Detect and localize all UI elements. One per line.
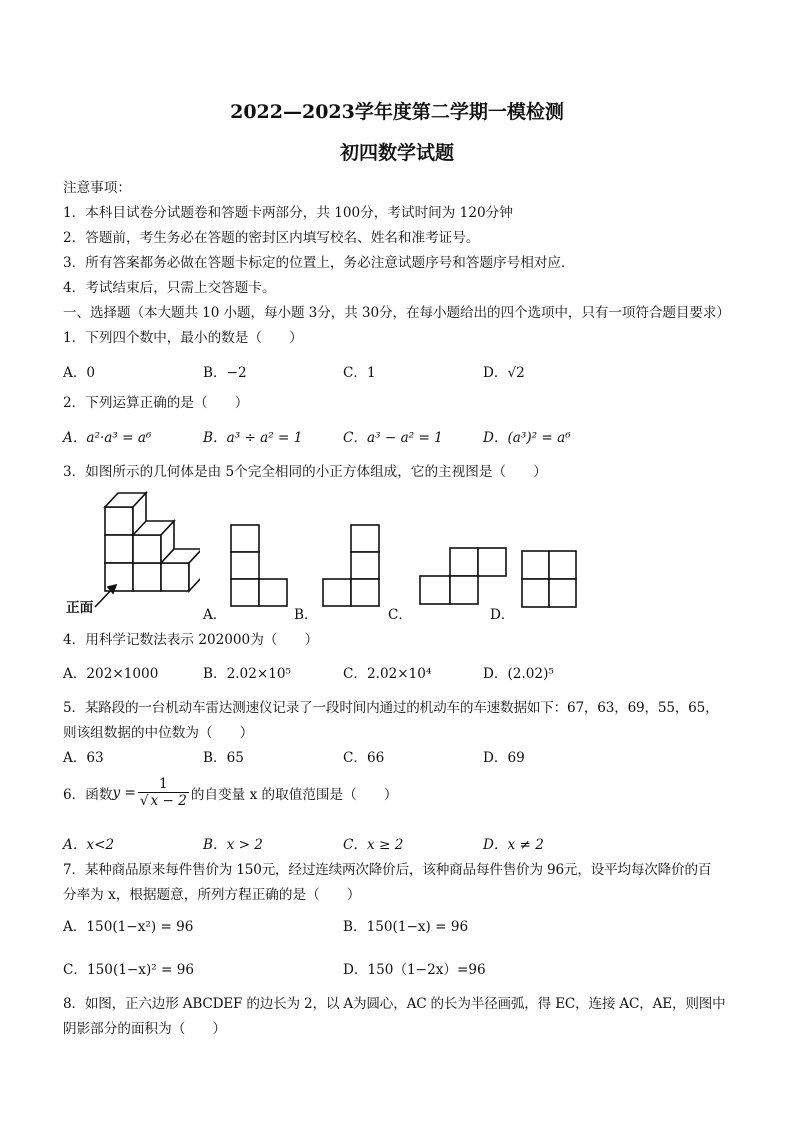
question-8-stem: 8．如图，正六边形 ABCDEF 的边长为 2，以 A为圆心，AC 的长为半径画弧，得 EC，连接 AC，AE，则图中 xyxy=(63,996,726,1012)
q6-suffix: 的自变量 x 的取值范围是（ ） xyxy=(190,786,398,803)
question-3-stem: 3．如图所示的几何体是由 5个完全相同的小正方体组成，它的主视图是（ ） xyxy=(63,464,547,480)
q2-option-b: B．a³ ÷ a² = 1 xyxy=(203,430,303,446)
q4-option-a: A．202×1000 xyxy=(63,666,159,682)
q7-option-b: B．150(1−x) = 96 xyxy=(343,919,469,935)
q2-option-d: D．(a³)² = a⁶ xyxy=(483,430,571,446)
q2-option-c: C．a³ − a² = 1 xyxy=(343,430,443,446)
q1-option-b: B．−2 xyxy=(203,365,247,381)
notice-item: 1．本科目试卷分试题卷和答题卡两部分，共 100分，考试时间为 120分钟 xyxy=(63,205,513,221)
q6-option-d: D．x ≠ 2 xyxy=(483,837,544,853)
q6-option-b: B．x > 2 xyxy=(203,837,263,853)
q3-option-a: A． xyxy=(203,607,227,623)
q7-option-d: D．150（1−2x）=96 xyxy=(343,962,486,978)
q6-func: y = xyxy=(112,784,136,801)
exam-title: 2022—2023学年度第二学期一模检测 xyxy=(230,101,564,123)
q1-option-c: C．1 xyxy=(343,365,376,381)
q5-option-c: C．66 xyxy=(343,750,385,766)
q4-option-d: D．(2.02)⁵ xyxy=(483,666,554,682)
notice-heading: 注意事项： xyxy=(63,180,131,196)
q7-option-a: A．150(1−x²) = 96 xyxy=(63,919,194,935)
q6-option-c: C．x ≥ 2 xyxy=(343,837,404,853)
question-6-stem xyxy=(63,776,398,809)
front-view-label: 正面 xyxy=(66,600,94,616)
q6-prefix: 6．函数 xyxy=(63,786,113,803)
q4-option-b: B．2.02×10⁵ xyxy=(203,666,291,682)
q2-option-a: A．a²·a³ = a⁶ xyxy=(63,430,152,446)
question-2-stem: 2．下列运算正确的是（ ） xyxy=(63,395,249,411)
q3-option-d-figure xyxy=(521,550,581,614)
q6-denominator: x − 2 xyxy=(150,793,187,809)
question-5-stem-cont: 则该组数据的中位数为（ ） xyxy=(63,725,254,741)
question-7-stem: 7．某种商品原来每件售价为 150元，经过连续两次降价后，该种商品每件售价为 96元，设平均每次降价的百 xyxy=(63,862,712,878)
exam-subtitle: 初四数学试题 xyxy=(339,142,454,164)
q5-option-d: D．69 xyxy=(483,750,525,766)
question-5-stem: 5．某路段的一台机动车雷达测速仪记录了一段时间内通过的机动车的车速数据如下：67，63，69，55，65， xyxy=(63,700,719,716)
q3-option-b: B． xyxy=(294,607,318,623)
q1-option-d: D．√2 xyxy=(483,365,525,381)
q6-denominator-wrap: √ x − 2 xyxy=(139,793,187,809)
q7-option-c: C．150(1−x)² = 96 xyxy=(63,962,195,978)
q3-option-c-figure xyxy=(419,547,509,611)
q3-option-a-figure xyxy=(230,524,292,612)
notice-item: 2．答题前，考生务必在答题的密封区内填写校名、姓名和准考证号。 xyxy=(63,230,480,246)
notice-item: 4．考试结束后，只需上交答题卡。 xyxy=(63,280,276,296)
q3-option-d: D． xyxy=(490,607,515,623)
q6-fraction xyxy=(138,776,189,809)
notice-item: 3．所有答案都务必做在答题卡标定的位置上，务必注意试题序号和答题序号相对应． xyxy=(63,255,575,271)
q6-numerator: 1 xyxy=(138,776,189,793)
q4-option-c: C．2.02×10⁴ xyxy=(343,666,432,682)
q5-option-a: A．63 xyxy=(63,750,104,766)
q5-option-b: B．65 xyxy=(203,750,244,766)
q3-option-b-figure xyxy=(322,524,384,612)
q1-option-a: A．0 xyxy=(63,365,96,381)
question-1-stem: 1．下列四个数中，最小的数是（ ） xyxy=(63,330,303,346)
question-7-stem-cont: 分率为 x，根据题意，所列方程正确的是（ ） xyxy=(63,887,361,903)
question-4-stem: 4．用科学记数法表示 202000为（ ） xyxy=(63,632,319,648)
question-8-stem-cont: 阴影部分的面积为（ ） xyxy=(63,1021,227,1037)
section-heading: 一、选择题（本大题共 10 小题，每小题 3分，共 30分，在每小题给出的四个选项中，只有一项符合题目要求） xyxy=(63,305,730,321)
q3-option-c: C． xyxy=(388,607,412,623)
q6-option-a: A．x<2 xyxy=(63,837,115,853)
